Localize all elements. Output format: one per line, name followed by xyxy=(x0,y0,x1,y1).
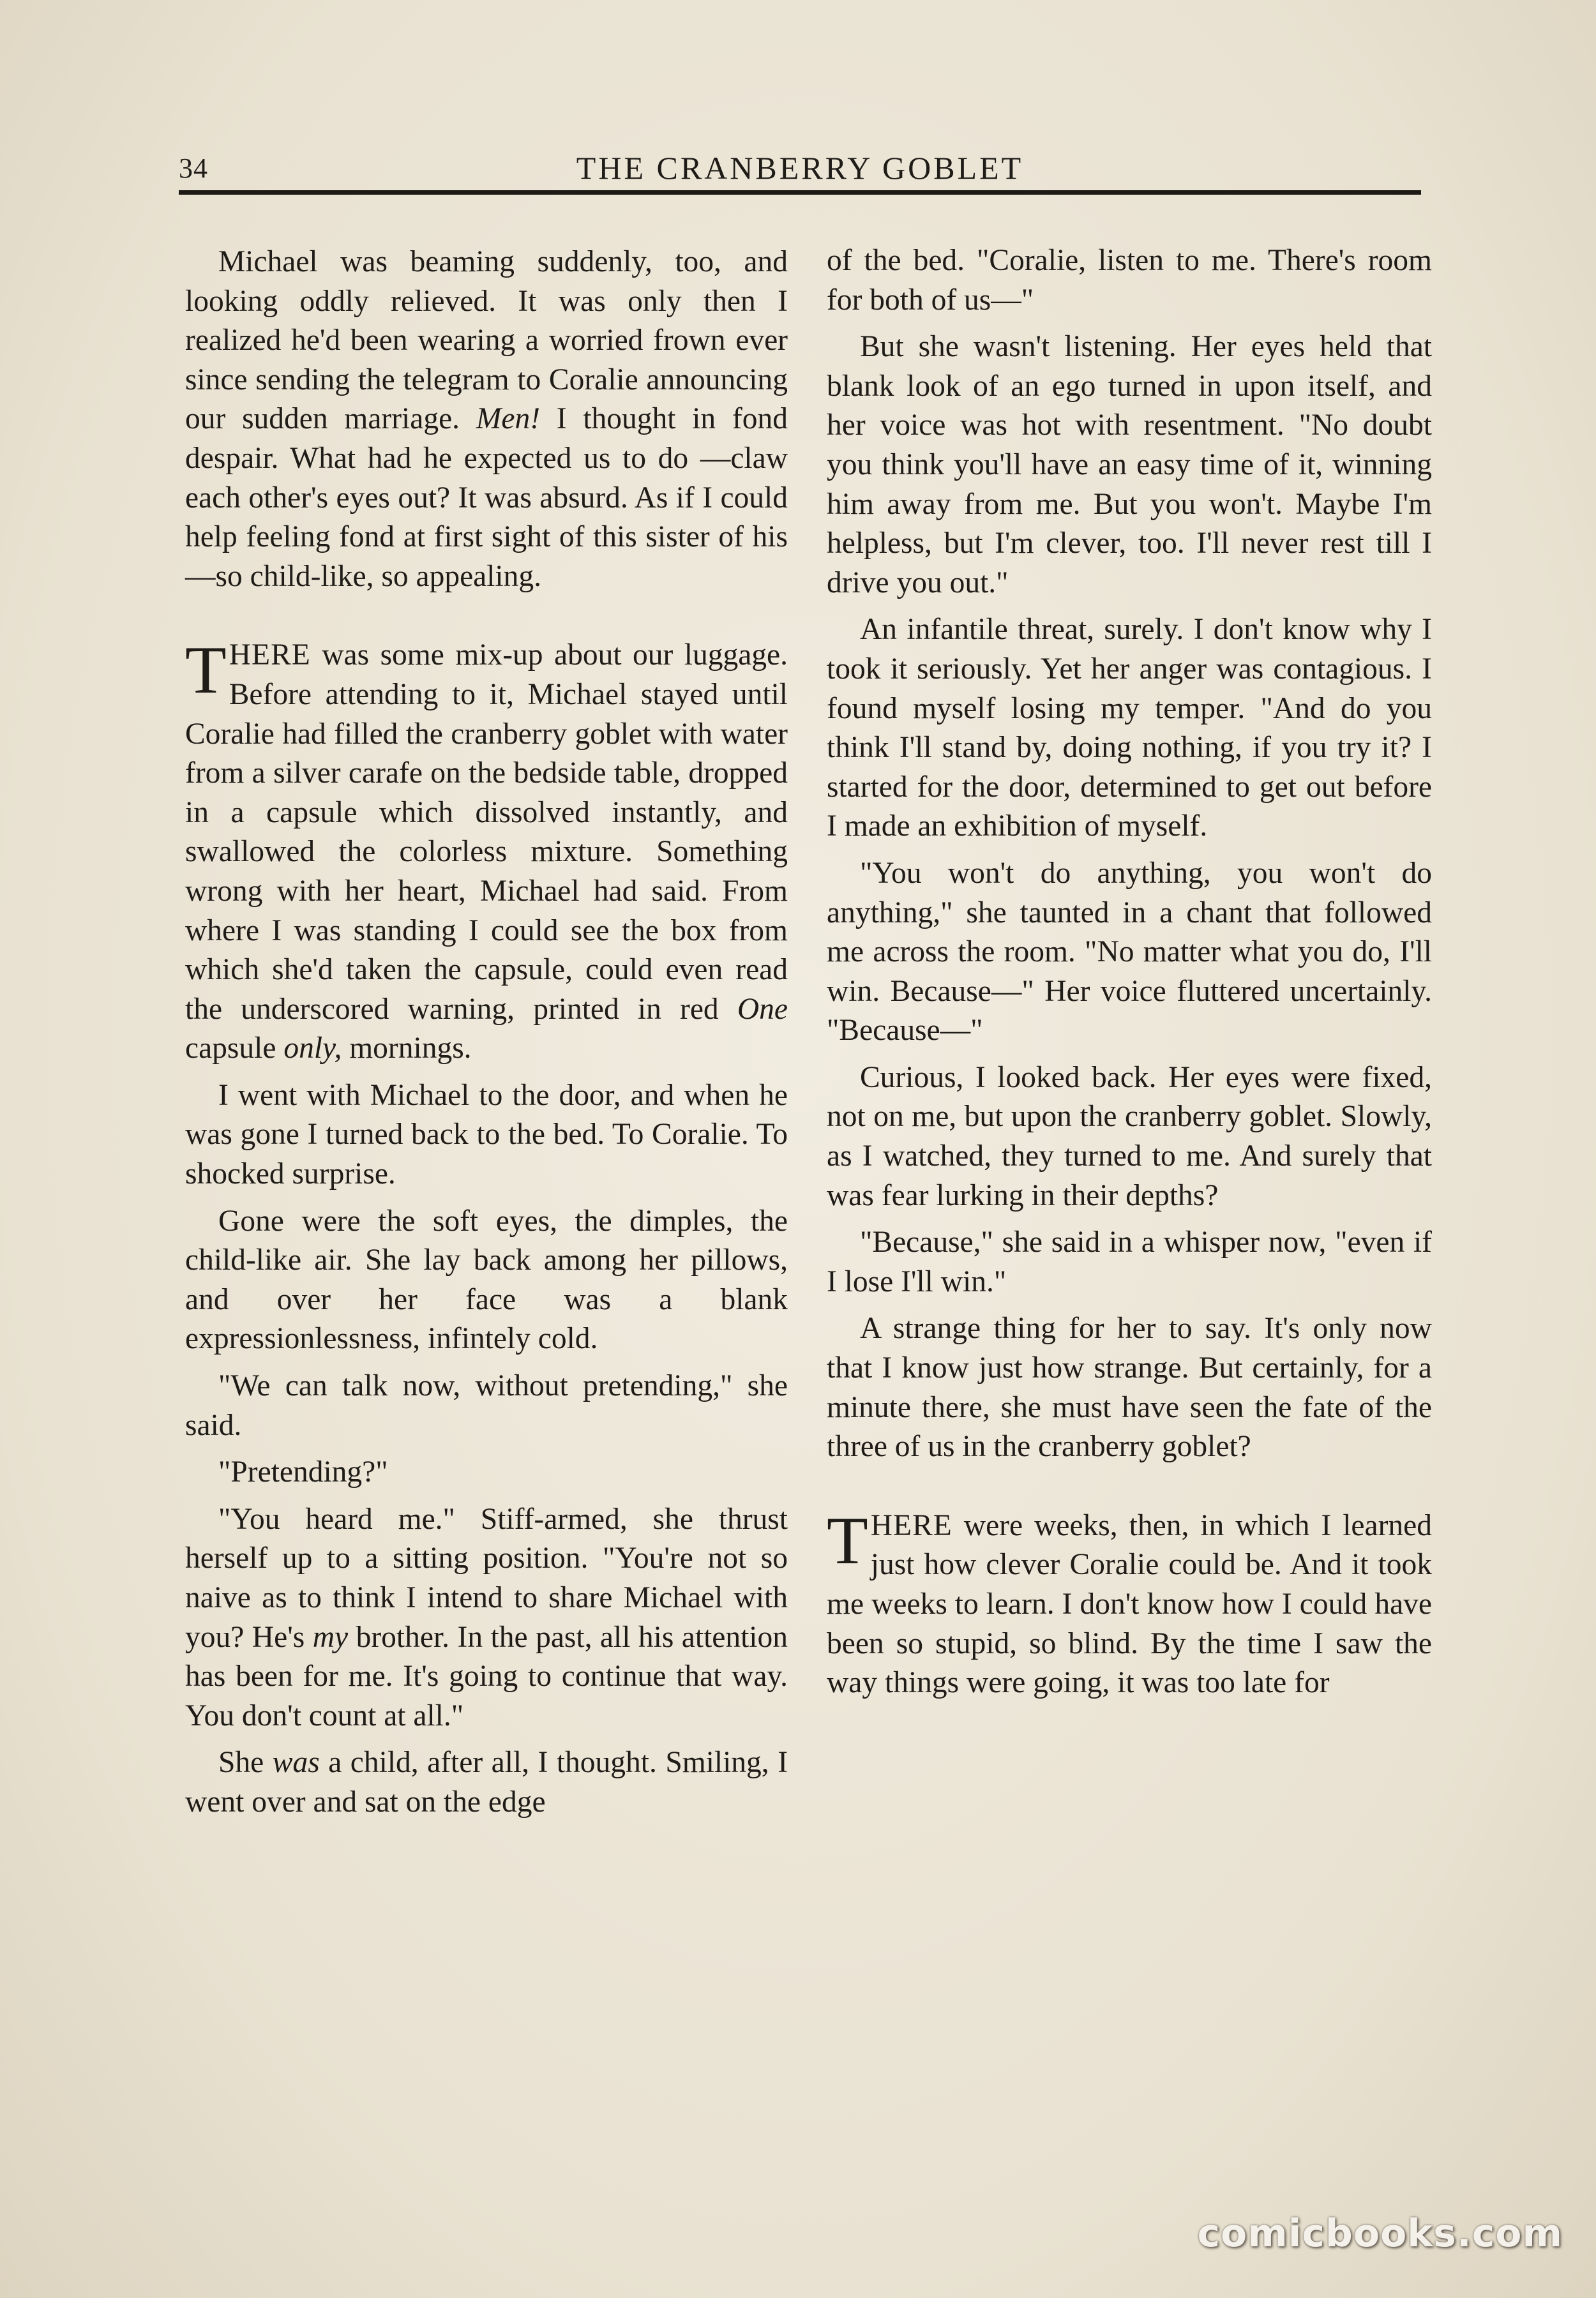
paragraph: "Pretending?" xyxy=(218,1455,388,1489)
drop-cap: T xyxy=(185,633,227,708)
paragraph: "You heard me." Stiff-armed, she thrust herself up to a sitting position. "You're not so naive as to think I intend to share Michael with you? He's my brother. In the past, all his attention has been for me. It's going to continue that way. You don't count at all." xyxy=(185,1502,788,1732)
paragraph: THERE were weeks, then, in which I learned just how clever Coralie could be. And it took me weeks to learn. I don't know how I could have been so stupid, so blind. By the time I saw the way things were going, it was too late for xyxy=(827,1503,1432,1700)
paragraph: She was a child, after all, I thought. Smiling, I went over and sat on the edge xyxy=(185,1746,788,1819)
page-header xyxy=(179,144,1421,189)
paragraph: But she wasn't listening. Her eyes held that blank look of an ego turned in upon itself, and her voice was hot with resentment. "No doubt you think you'll have an easy time of it, winning him away from me. But you won't. Maybe I'm helpless, but I'm clever, too. I'll never rest till I drive you out." xyxy=(827,330,1432,599)
watermark: comicbooks.com xyxy=(1197,2211,1563,2256)
right-column xyxy=(827,241,1432,1711)
paragraph: Curious, I looked back. Her eyes were fixed, not on me, but upon the cranberry goblet. Slowly, as I watched, they turned to me. And surely that was fear lurking in their depths? xyxy=(827,1060,1432,1212)
paragraph: A strange thing for her to say. It's only now that I know just how strange. But certainly, for a minute there, she must have seen the fate of the three of us in the cranberry goblet? xyxy=(827,1312,1432,1464)
paragraph: of the bed. "Coralie, listen to me. There's room for both of us—" xyxy=(827,244,1432,317)
left-column xyxy=(185,243,788,1830)
drop-cap: T xyxy=(827,1503,868,1578)
paragraph: "Because," she said in a whisper now, "even if I lose I'll win." xyxy=(827,1226,1432,1298)
paragraph: Gone were the soft eyes, the dimples, the child-like air. She lay back among her pillows, and over her face was a blank expressionlessness, infintely cold. xyxy=(185,1204,788,1356)
paragraph: "We can talk now, without pretending," she said. xyxy=(185,1369,788,1442)
running-title: THE CRANBERRY GOBLET xyxy=(576,150,1024,186)
paragraph: Michael was beaming suddenly, too, and looking oddly relieved. It was only then I realized he'd been wearing a worried frown ever since sending the telegram to Coralie announcing our sudden marriage. Men! I thought in fond despair. What had he expected us to do —claw each other's eyes out? It was absurd. As if I could help feeling fond at first sight of this sister of his—so child-like, so appealing. xyxy=(185,245,788,593)
header-rule xyxy=(179,190,1421,195)
paragraph: "You won't do anything, you won't do anything," she taunted in a chant that followed me across the room. "No matter what you do, I'll win. Because—" Her voice fluttered uncertainly. "Because—" xyxy=(827,856,1432,1048)
paragraph: An infantile threat, surely. I don't know why I took it seriously. Yet her anger was contagious. I found myself losing my temper. "And do you think I'll stand by, doing nothing, if you try it? I started for the door, determined to get out before I made an exhibition of myself. xyxy=(827,613,1432,843)
paragraph: THERE was some mix-up about our luggage. Before attending to it, Michael stayed until Coralie had filled the cranberry goblet with water from a silver carafe on the bedside table, dropped in a capsule which dissolved instantly, and swallowed the colorless mixture. Something wrong with her heart, Michael had said. From where I was standing I could see the box from which she'd taken the capsule, could even read the underscored warning, printed in red One capsule only, mornings. xyxy=(185,633,788,1065)
paragraph: I went with Michael to the door, and when he was gone I turned back to the bed. To Coralie. To shocked surprise. xyxy=(185,1078,788,1191)
page-number: 34 xyxy=(179,153,208,184)
